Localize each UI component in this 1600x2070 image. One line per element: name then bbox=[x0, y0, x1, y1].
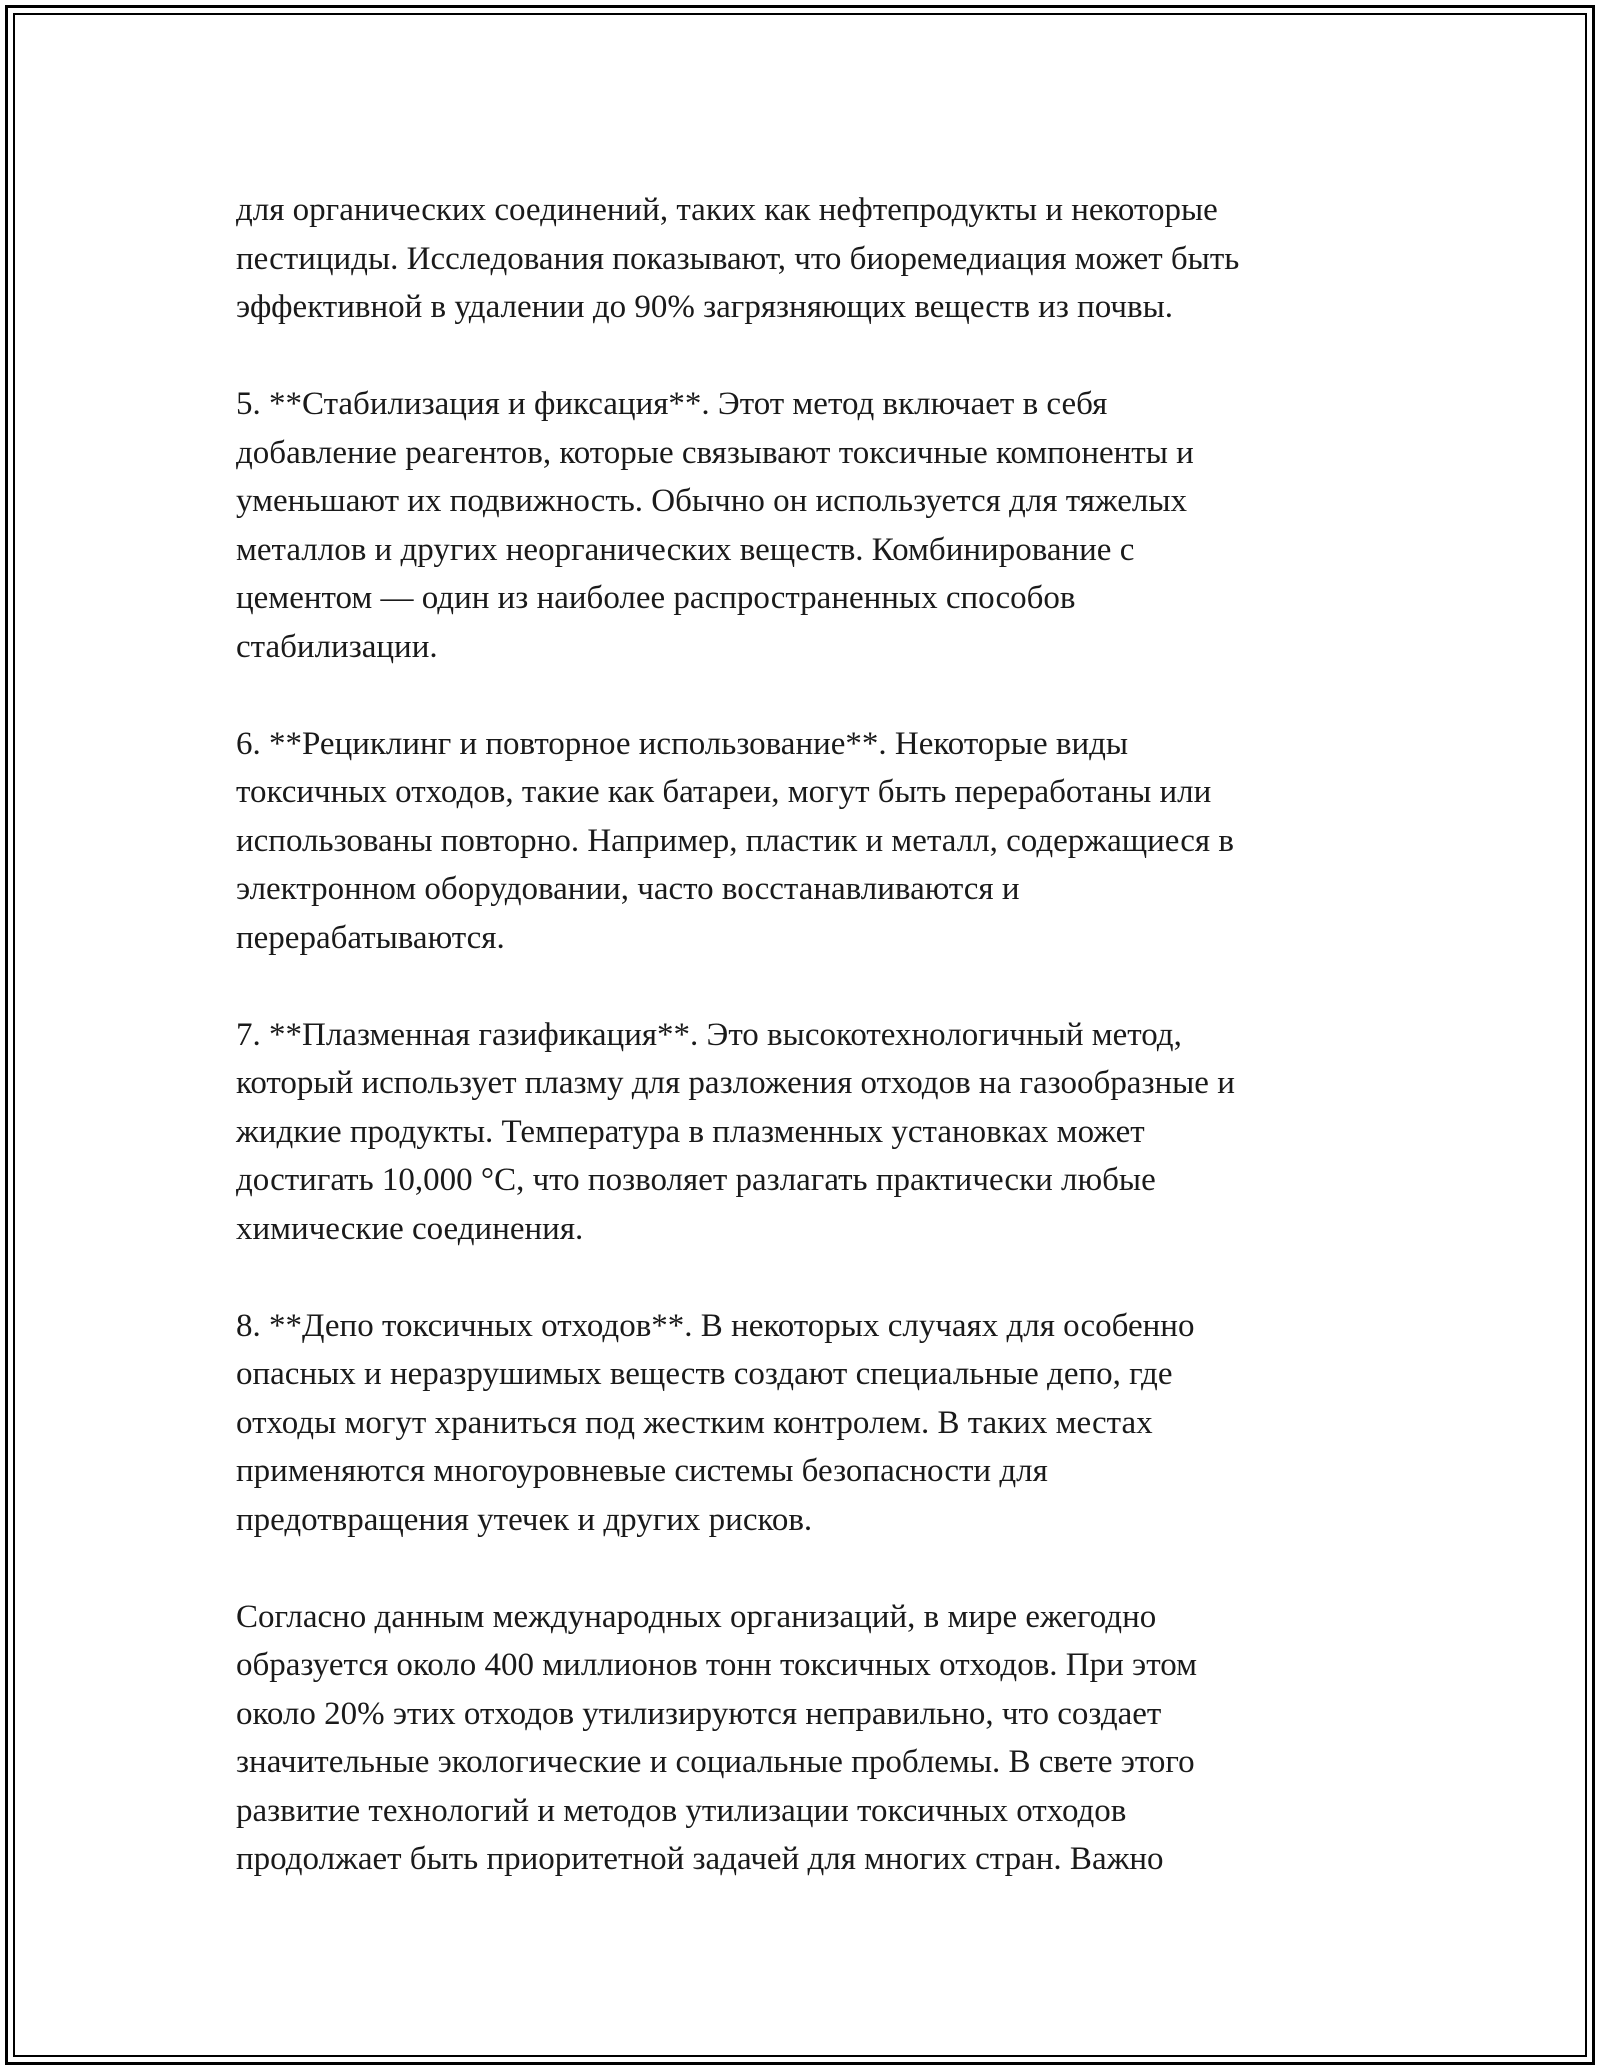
paragraph-recycling-reuse: 6. **Рециклинг и повторное использование**. Некоторые виды токсичных отходов, такие как батареи, могут быть переработаны или использованы повторно. Например, пластик и металл, содержащиеся в электронном оборудовании, часто восстанавливаются и перерабатываются. bbox=[236, 725, 1234, 956]
paragraph-bioremediation-continued: для органических соединений, таких как нефтепродукты и некоторые пестициды. Исследования показывают, что биоремедиация может быть эффективной в удалении до 90% загрязняющих веществ из почвы. bbox=[236, 192, 1240, 325]
paragraph-stabilization-fixation: 5. **Стабилизация и фиксация**. Этот метод включает в себя добавление реагентов, которые связывают токсичные компоненты и уменьшают их подвижность. Обычно он используется для тяжелых металлов и других неорганических веществ. Комбинирование с цементом — один из наиболее распространенных способов стабилизации. bbox=[236, 386, 1194, 665]
paragraph-plasma-gasification: 7. **Плазменная газификация**. Это высокотехнологичный метод, который использует плазму для разложения отходов на газообразные и жидкие продукты. Температура в плазменных установках может достигать 10,000 °C, что позволяет разлагать практически любые химические соединения. bbox=[236, 1016, 1235, 1247]
paragraph-toxic-waste-depot: 8. **Депо токсичных отходов**. В некоторых случаях для особенно опасных и неразрушимых веществ создают специальные депо, где отходы могут храниться под жестким контролем. В таких местах применяются многоуровневые системы безопасности для предотвращения утечек и других рисков. bbox=[236, 1307, 1195, 1538]
paragraph-global-statistics: Согласно данным международных организаций, в мире ежегодно образуется около 400 миллионов тонн токсичных отходов. При этом около 20% этих отходов утилизируются неправильно, что создает значительные экологические и социальные проблемы. В свете этого развитие технологий и методов утилизации токсичных отходов продолжает быть приоритетной задачей для многих стран. Важно bbox=[236, 1598, 1197, 1877]
document-body bbox=[236, 186, 1386, 1932]
